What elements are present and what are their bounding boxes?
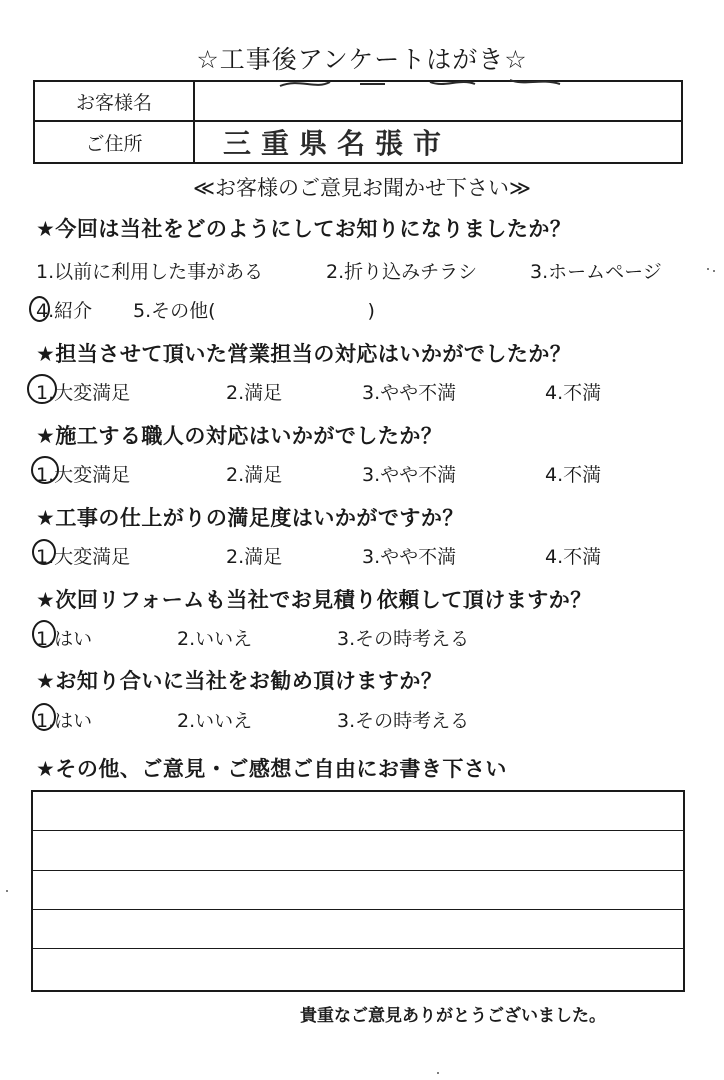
comment-line <box>33 830 683 831</box>
q4-option-2[interactable]: 2.満足 <box>226 546 283 568</box>
scan-speck <box>713 270 715 272</box>
q2-selection-circle <box>27 374 57 404</box>
q5-option-3[interactable]: 3.その時考える <box>337 628 470 650</box>
question-3-text: ★施工する職人の対応はいかがでしたか？ <box>36 424 443 448</box>
scan-speck <box>707 268 709 270</box>
comment-line <box>33 948 683 949</box>
q2-option-4[interactable]: 4.不満 <box>545 382 602 404</box>
q2-option-3[interactable]: 3.やや不満 <box>362 382 457 404</box>
q1-option-5[interactable]: 5.その他( ) <box>133 300 375 322</box>
q5-option-2[interactable]: 2.いいえ <box>177 628 253 650</box>
question-5-text: ★次回リフォームも当社でお見積り依頼して頂けますか？ <box>36 588 592 612</box>
question-2-text: ★担当させて頂いた営業担当の対応はいかがでしたか？ <box>36 342 572 366</box>
q6-option-3[interactable]: 3.その時考える <box>337 710 470 732</box>
q4-option-4[interactable]: 4.不満 <box>545 546 602 568</box>
customer-info-table <box>33 80 683 164</box>
q3-selection-circle <box>31 456 59 484</box>
comments-prompt: ★その他、ご意見・ご感想ご自由にお書き下さい <box>36 757 507 781</box>
question-1-text: ★今回は当社をどのようにしてお知りになりましたか？ <box>36 217 572 241</box>
q3-option-3[interactable]: 3.やや不満 <box>362 464 457 486</box>
scan-speck <box>437 1072 439 1074</box>
q1-option-3[interactable]: 3.ホームページ <box>530 261 662 283</box>
q2-option-1[interactable]: 1.大変満足 <box>36 382 131 404</box>
q4-option-1[interactable]: 1.大変満足 <box>36 546 131 568</box>
customer-name-field[interactable] <box>194 81 682 121</box>
scan-speck <box>6 890 8 892</box>
comment-line <box>33 870 683 871</box>
thank-you-note: 貴重なご意見ありがとうございました。 <box>300 1006 606 1026</box>
q5-selection-circle <box>32 620 56 648</box>
q6-selection-circle <box>32 703 56 731</box>
question-6-text: ★お知り合いに当社をお勧め頂けますか？ <box>36 669 443 693</box>
q4-option-3[interactable]: 3.やや不満 <box>362 546 457 568</box>
q2-option-2[interactable]: 2.満足 <box>226 382 283 404</box>
question-4-text: ★工事の仕上がりの満足度はいかがですか？ <box>36 506 464 530</box>
q6-option-2[interactable]: 2.いいえ <box>177 710 253 732</box>
q1-selection-circle <box>29 296 50 322</box>
customer-address-field[interactable]: 三重県名張市 <box>194 121 682 163</box>
customer-name-label: お客様名 <box>34 81 194 121</box>
q4-selection-circle <box>32 539 56 565</box>
section-heading: ≪お客様のご意見お聞かせ下さい≫ <box>193 176 531 200</box>
q3-option-1[interactable]: 1.大変満足 <box>36 464 131 486</box>
q1-option-1[interactable]: 1.以前に利用した事がある <box>36 261 264 283</box>
q5-option-1[interactable]: 1.はい <box>36 628 93 650</box>
redacted-name-scribble <box>270 72 590 92</box>
q3-option-4[interactable]: 4.不満 <box>545 464 602 486</box>
q3-option-2[interactable]: 2.満足 <box>226 464 283 486</box>
comment-line <box>33 909 683 910</box>
customer-address-label: ご住所 <box>34 121 194 163</box>
comments-box[interactable] <box>31 790 685 992</box>
q1-option-2[interactable]: 2.折り込みチラシ <box>326 261 478 283</box>
q1-option-4[interactable]: 4.紹介 <box>36 300 93 322</box>
q6-option-1[interactable]: 1.はい <box>36 710 93 732</box>
survey-title: ☆工事後アンケートはがき☆ <box>196 45 528 74</box>
